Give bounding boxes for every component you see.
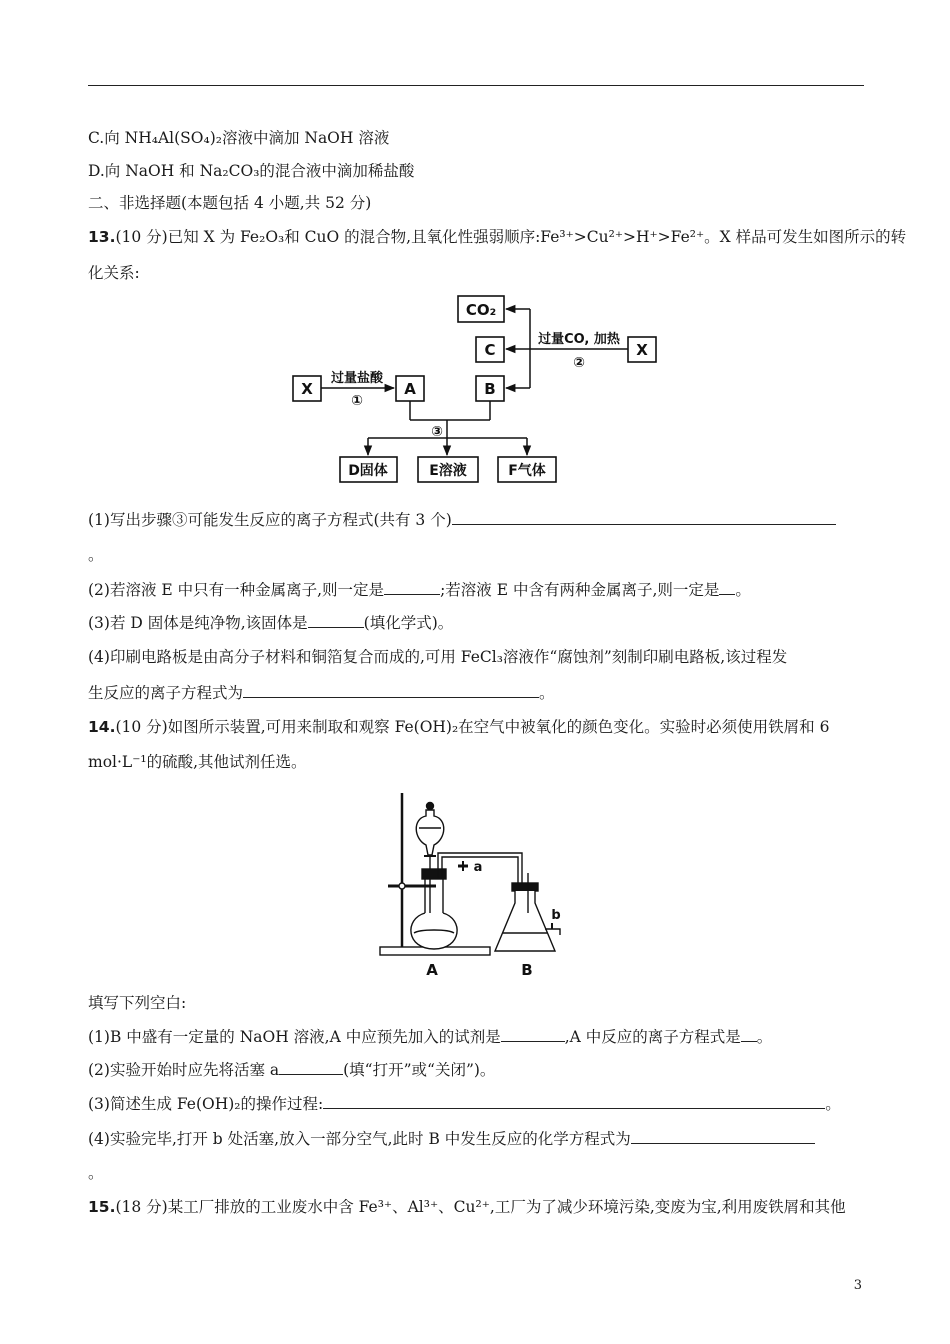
x-left-label: X [301,380,313,398]
valve-a-label: a [473,860,483,875]
q13-part2 [88,579,751,600]
q14-part3-text-b: 。 [825,1095,841,1113]
q13-part3-text-a: (3)若 D 固体是纯净物,该固体是 [88,614,308,632]
c-label: C [484,341,496,359]
q13-part1 [88,509,836,530]
separatory-funnel [416,810,444,855]
step1-label: ① [351,393,363,409]
q13-part2-text-a: (2)若溶液 E 中只有一种金属离子,则一定是 [88,581,385,599]
q13-part2-blank2 [719,579,735,595]
q14-part1-text-c: 。 [756,1028,773,1046]
q14-part4-text: (4)实验完毕,打开 b 处活塞,放入一部分空气,此时 B 中发生反应的化学方程式为 [88,1130,631,1148]
q13-part1-blank [452,509,836,525]
flask-b-body [495,891,555,951]
q14-number: 14. [88,718,116,736]
e-label: E溶液 [429,463,467,479]
x-right-label: X [636,341,648,359]
q13-part4-line2 [88,682,555,703]
q14-part2 [88,1059,495,1080]
reagent-co-label: 过量CO, 加热 [538,332,620,347]
apparatus-b-label: B [521,961,533,979]
q14-part1-text-a: (1)B 中盛有一定量的 NaOH 溶液,A 中应预先加入的试剂是 [88,1028,501,1046]
q13-part2-text-b: ;若溶液 E 中含有两种金属离子,则一定是 [440,581,720,599]
q15-stem-line1 [88,1197,846,1217]
q14-part3 [88,1093,841,1114]
q13-part4-line1: (4)印刷电路板是由高分子材料和铜箔复合而成的,可用 FeCl₃溶液作“腐蚀剂”刻制印刷电路板,该过程发 [88,648,788,666]
q14-part4 [88,1128,815,1149]
q14-stem-text: (10 分)如图所示装置,可用来制取和观察 Fe(OH)₂在空气中被氧化的颜色变化。实验时必须使用铁屑和 6 [115,718,830,736]
reagent-hcl-label: 过量盐酸 [330,371,384,386]
q13-flow-diagram [280,288,670,488]
a-label: A [404,380,416,398]
q14-fill-instruction: 填写下列空白: [88,994,187,1012]
co2-label: CO₂ [465,301,497,319]
header-rule [88,85,864,86]
q14-part1-blank1 [501,1026,565,1042]
d-label: D固体 [348,463,388,479]
valve-b-label: b [551,908,561,923]
q14-part3-text-a: (3)简述生成 Fe(OH)₂的操作过程: [88,1095,324,1113]
q13-part3-text-b: (填化学式)。 [363,614,454,632]
q14-part2-text-b: (填“打开”或“关闭”)。 [343,1061,496,1079]
q13-part2-text-c: 。 [735,581,751,599]
q14-part1 [88,1026,772,1047]
page-number: 3 [853,1278,862,1293]
q15-stem-text: (18 分)某工厂排放的工业废水中含 Fe³⁺、Al³⁺、Cu²⁺,工厂为了减少环境污染,变废为宝,利用废铁屑和其他 [115,1198,846,1216]
q14-part4-end: 。 [88,1164,104,1182]
step3-label: ③ [431,424,443,440]
q13-stem-line2: 化关系: [88,264,140,282]
q14-part3-blank [323,1093,825,1109]
section-title: 二、非选择题(本题包括 4 小题,共 52 分) [88,194,372,212]
funnel-stopper [427,803,434,810]
q14-part4-blank [631,1128,815,1144]
q13-part4-blank [243,682,539,698]
q13-stem-text: (10 分)已知 X 为 Fe₂O₃和 CuO 的混合物,且氧化性强弱顺序:Fe³⁺>Cu²⁺>H⁺>Fe²⁺。X 样品可发生如图所示的转 [115,228,907,246]
q14-stem-line2: mol·L⁻¹的硫酸,其他试剂任选。 [88,753,307,771]
step2-label: ② [573,355,585,371]
option-d: D.向 NaOH 和 Na₂CO₃的混合液中滴加稀盐酸 [88,162,415,180]
option-c: C.向 NH₄Al(SO₄)₂溶液中滴加 NaOH 溶液 [88,129,390,147]
f-label: F气体 [508,463,546,479]
q14-part1-blank2 [741,1026,757,1042]
q14-stem-line1 [88,717,829,737]
q15-number: 15. [88,1198,116,1216]
q14-part2-blank [279,1059,343,1075]
q13-number: 13. [88,228,116,246]
q13-part4-text-a: 生反应的离子方程式为 [88,684,244,702]
q13-part1-text: (1)写出步骤③可能发生反应的离子方程式(共有 3 个) [88,511,452,529]
b-label: B [484,380,496,398]
q13-part2-blank1 [384,579,440,595]
q14-part1-text-b: ,A 中反应的离子方程式是 [564,1028,741,1046]
q13-part4-text-b: 。 [539,684,555,702]
q14-part2-text-a: (2)实验开始时应先将活塞 a [88,1061,280,1079]
q13-part3-blank [308,612,364,628]
q13-stem-line1 [88,227,906,247]
clamp-knob [399,883,405,889]
q13-part3 [88,612,453,633]
q13-part1-end: 。 [88,546,104,564]
apparatus-a-label: A [426,961,438,979]
q14-apparatus-diagram [370,783,590,983]
flask-b-stopper [512,883,538,891]
